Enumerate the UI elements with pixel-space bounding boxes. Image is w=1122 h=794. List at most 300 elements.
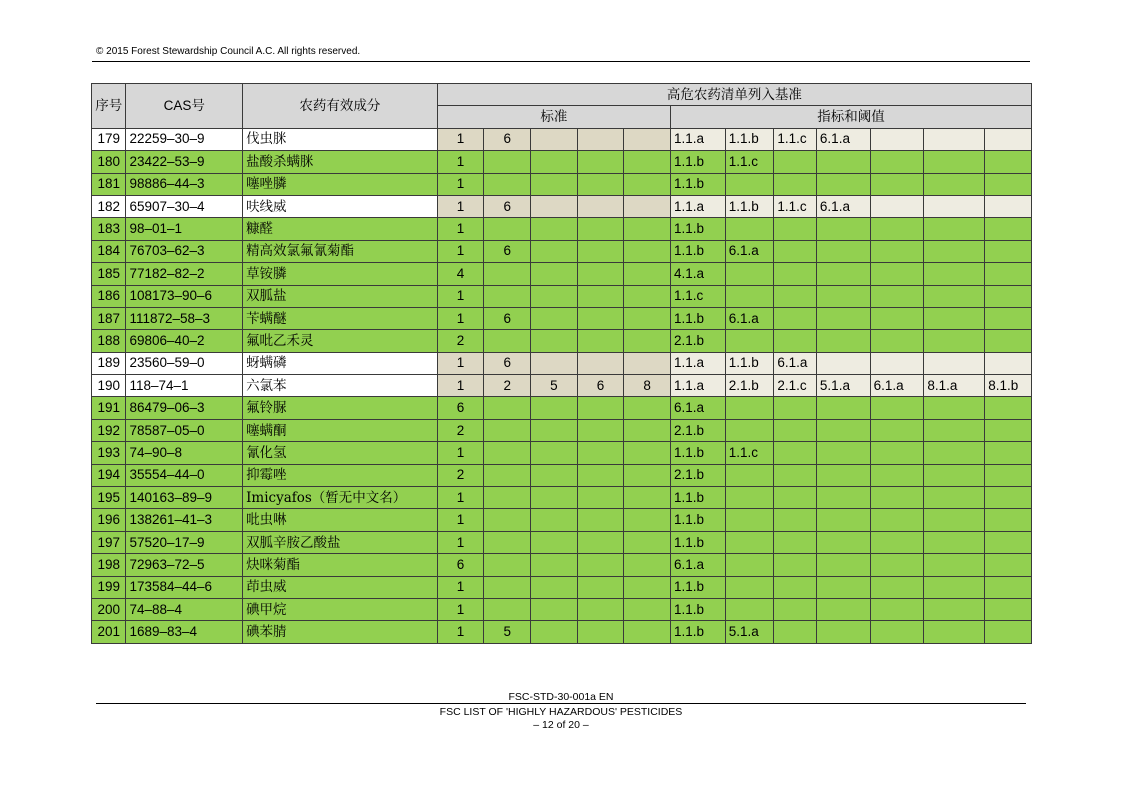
- indicator-cell: [985, 554, 1032, 576]
- indicator-cell: [816, 218, 870, 240]
- indicator-cell: [985, 240, 1032, 262]
- indicator-cell: [816, 509, 870, 531]
- indicator-cell: [924, 352, 985, 374]
- table-row: [92, 375, 1032, 397]
- ingredient-name: 氟吡乙禾灵: [243, 330, 438, 352]
- criterion-cell: 6: [484, 128, 531, 150]
- criterion-cell: 8: [624, 375, 671, 397]
- indicator-cell: [924, 330, 985, 352]
- cas-number: 57520–17–9: [126, 531, 243, 553]
- indicator-cell: 1.1.b: [670, 218, 725, 240]
- indicator-cell: 1.1.b: [670, 173, 725, 195]
- criterion-cell: [531, 173, 578, 195]
- table-row: [92, 487, 1032, 509]
- indicator-cell: 6.1.a: [816, 128, 870, 150]
- indicator-cell: [870, 218, 924, 240]
- criterion-cell: [577, 598, 624, 620]
- cas-number: 111872–58–3: [126, 307, 243, 329]
- criterion-cell: [484, 531, 531, 553]
- ingredient-name: Imicyafos（暂无中文名）: [243, 487, 438, 509]
- indicator-cell: [985, 419, 1032, 441]
- indicator-cell: [774, 330, 817, 352]
- criterion-cell: [577, 330, 624, 352]
- cas-number: 173584–44–6: [126, 576, 243, 598]
- criterion-cell: [531, 397, 578, 419]
- indicator-cell: [985, 397, 1032, 419]
- indicator-cell: [924, 576, 985, 598]
- indicator-cell: [870, 397, 924, 419]
- indicator-cell: [774, 442, 817, 464]
- ingredient-name: 蚜螨磷: [243, 352, 438, 374]
- criterion-cell: 6: [437, 554, 484, 576]
- cas-number: 23422–53–9: [126, 151, 243, 173]
- indicator-cell: [816, 464, 870, 486]
- criterion-cell: 4: [437, 263, 484, 285]
- indicator-cell: [725, 576, 774, 598]
- criterion-cell: [577, 397, 624, 419]
- cas-number: 78587–05–0: [126, 419, 243, 441]
- ingredient-name: 双胍辛胺乙酸盐: [243, 531, 438, 553]
- cas-number: 35554–44–0: [126, 464, 243, 486]
- criterion-cell: [624, 464, 671, 486]
- indicator-cell: [816, 285, 870, 307]
- criterion-cell: [531, 621, 578, 643]
- ingredient-name: 氰化氢: [243, 442, 438, 464]
- indicator-cell: [985, 621, 1032, 643]
- indicator-cell: 8.1.a: [924, 375, 985, 397]
- indicator-cell: [985, 531, 1032, 553]
- indicator-cell: [985, 263, 1032, 285]
- cas-number: 138261–41–3: [126, 509, 243, 531]
- criterion-cell: [577, 240, 624, 262]
- criterion-cell: [624, 240, 671, 262]
- indicator-cell: [816, 531, 870, 553]
- indicator-cell: [774, 285, 817, 307]
- ingredient-name: 噻唑膦: [243, 173, 438, 195]
- criterion-cell: [531, 598, 578, 620]
- criterion-cell: [624, 397, 671, 419]
- indicator-cell: [924, 509, 985, 531]
- criterion-cell: [624, 621, 671, 643]
- row-number: 191: [92, 397, 126, 419]
- ingredient-name: 茚虫威: [243, 576, 438, 598]
- row-number: 198: [92, 554, 126, 576]
- indicator-cell: [985, 598, 1032, 620]
- indicator-cell: [774, 419, 817, 441]
- criterion-cell: [624, 195, 671, 217]
- row-number: 179: [92, 128, 126, 150]
- table-row: [92, 598, 1032, 620]
- table-row: [92, 330, 1032, 352]
- criterion-cell: [624, 307, 671, 329]
- indicator-cell: 1.1.b: [725, 128, 774, 150]
- cas-number: 1689–83–4: [126, 621, 243, 643]
- ingredient-name: 炔咪菊酯: [243, 554, 438, 576]
- indicator-cell: [985, 218, 1032, 240]
- criterion-cell: [577, 218, 624, 240]
- indicator-cell: [870, 598, 924, 620]
- indicator-cell: [985, 285, 1032, 307]
- indicator-cell: 2.1.b: [670, 464, 725, 486]
- ingredient-name: 糠醛: [243, 218, 438, 240]
- criterion-cell: [484, 442, 531, 464]
- indicator-cell: 1.1.c: [670, 285, 725, 307]
- indicator-cell: [774, 464, 817, 486]
- criterion-cell: [624, 576, 671, 598]
- ingredient-name: 伐虫脒: [243, 128, 438, 150]
- criterion-cell: 1: [437, 576, 484, 598]
- indicator-cell: 2.1.b: [670, 330, 725, 352]
- ingredient-name: 双胍盐: [243, 285, 438, 307]
- indicator-cell: 1.1.b: [670, 442, 725, 464]
- row-number: 190: [92, 375, 126, 397]
- criterion-cell: [577, 128, 624, 150]
- table-row: [92, 128, 1032, 150]
- criterion-cell: [531, 509, 578, 531]
- cas-number: 77182–82–2: [126, 263, 243, 285]
- indicator-cell: [870, 531, 924, 553]
- criterion-cell: [624, 173, 671, 195]
- criterion-cell: [624, 218, 671, 240]
- indicator-cell: 6.1.a: [725, 240, 774, 262]
- row-number: 186: [92, 285, 126, 307]
- indicator-cell: [924, 195, 985, 217]
- indicator-cell: 1.1.b: [670, 598, 725, 620]
- row-number: 195: [92, 487, 126, 509]
- indicator-cell: [870, 487, 924, 509]
- criterion-cell: 1: [437, 240, 484, 262]
- cas-number: 23560–59–0: [126, 352, 243, 374]
- indicator-cell: [924, 218, 985, 240]
- indicator-cell: [774, 173, 817, 195]
- indicator-cell: [774, 621, 817, 643]
- table-row: [92, 263, 1032, 285]
- criterion-cell: [624, 419, 671, 441]
- indicator-cell: 1.1.b: [670, 531, 725, 553]
- criterion-cell: 1: [437, 598, 484, 620]
- indicator-cell: [985, 487, 1032, 509]
- criterion-cell: [577, 151, 624, 173]
- indicator-cell: [816, 442, 870, 464]
- criterion-cell: 2: [437, 419, 484, 441]
- indicator-cell: [870, 285, 924, 307]
- criterion-cell: [484, 576, 531, 598]
- indicator-cell: 5.1.a: [725, 621, 774, 643]
- indicator-cell: 1.1.b: [725, 352, 774, 374]
- indicator-cell: [774, 509, 817, 531]
- criterion-cell: [624, 554, 671, 576]
- indicator-cell: [816, 397, 870, 419]
- criterion-cell: 6: [484, 352, 531, 374]
- row-number: 201: [92, 621, 126, 643]
- indicator-cell: [985, 352, 1032, 374]
- criterion-cell: 2: [484, 375, 531, 397]
- criterion-cell: 1: [437, 285, 484, 307]
- table-row: [92, 531, 1032, 553]
- header-cas: CAS号: [126, 84, 243, 129]
- header-divider: [92, 61, 1030, 62]
- indicator-cell: 6.1.a: [670, 554, 725, 576]
- indicator-cell: [870, 621, 924, 643]
- criterion-cell: [531, 576, 578, 598]
- indicator-cell: [924, 397, 985, 419]
- header-criteria: 标准: [437, 106, 670, 128]
- indicator-cell: [816, 352, 870, 374]
- row-number: 199: [92, 576, 126, 598]
- cas-number: 65907–30–4: [126, 195, 243, 217]
- indicator-cell: 6.1.a: [774, 352, 817, 374]
- table-row: [92, 173, 1032, 195]
- criterion-cell: [577, 307, 624, 329]
- criterion-cell: [624, 531, 671, 553]
- criterion-cell: [531, 151, 578, 173]
- cas-number: 86479–06–3: [126, 397, 243, 419]
- row-number: 180: [92, 151, 126, 173]
- indicator-cell: [816, 487, 870, 509]
- criterion-cell: [484, 464, 531, 486]
- indicator-cell: [774, 240, 817, 262]
- indicator-cell: 4.1.a: [670, 263, 725, 285]
- row-number: 183: [92, 218, 126, 240]
- indicator-cell: 1.1.c: [725, 442, 774, 464]
- criterion-cell: [624, 352, 671, 374]
- indicator-cell: [924, 240, 985, 262]
- cas-number: 76703–62–3: [126, 240, 243, 262]
- cas-number: 72963–72–5: [126, 554, 243, 576]
- indicator-cell: 6.1.a: [725, 307, 774, 329]
- criterion-cell: 1: [437, 487, 484, 509]
- row-number: 187: [92, 307, 126, 329]
- criterion-cell: [624, 263, 671, 285]
- indicator-cell: [816, 240, 870, 262]
- criterion-cell: [624, 128, 671, 150]
- row-number: 181: [92, 173, 126, 195]
- ingredient-name: 抑霉唑: [243, 464, 438, 486]
- cas-number: 98–01–1: [126, 218, 243, 240]
- indicator-cell: [816, 307, 870, 329]
- criterion-cell: [484, 263, 531, 285]
- criterion-cell: [531, 218, 578, 240]
- cas-number: 74–88–4: [126, 598, 243, 620]
- table-row: [92, 195, 1032, 217]
- ingredient-name: 碘苯腈: [243, 621, 438, 643]
- criterion-cell: [577, 352, 624, 374]
- cas-number: 98886–44–3: [126, 173, 243, 195]
- criterion-cell: 1: [437, 195, 484, 217]
- indicator-cell: 1.1.b: [725, 195, 774, 217]
- table-row: [92, 464, 1032, 486]
- header-seq: 序号: [92, 84, 126, 129]
- criterion-cell: 1: [437, 531, 484, 553]
- indicator-cell: [924, 487, 985, 509]
- indicator-cell: 1.1.b: [670, 621, 725, 643]
- criterion-cell: [531, 464, 578, 486]
- indicator-cell: [870, 509, 924, 531]
- criterion-cell: [624, 442, 671, 464]
- indicator-cell: [816, 554, 870, 576]
- criterion-cell: 1: [437, 218, 484, 240]
- row-number: 185: [92, 263, 126, 285]
- indicator-cell: 2.1.c: [774, 375, 817, 397]
- criterion-cell: 1: [437, 442, 484, 464]
- indicator-cell: 1.1.a: [670, 195, 725, 217]
- cas-number: 22259–30–9: [126, 128, 243, 150]
- criterion-cell: 5: [484, 621, 531, 643]
- criterion-cell: [531, 285, 578, 307]
- indicator-cell: [924, 598, 985, 620]
- criterion-cell: 6: [484, 307, 531, 329]
- criterion-cell: [577, 531, 624, 553]
- indicator-cell: [816, 419, 870, 441]
- ingredient-name: 草铵膦: [243, 263, 438, 285]
- criterion-cell: [531, 263, 578, 285]
- criterion-cell: [484, 419, 531, 441]
- row-number: 188: [92, 330, 126, 352]
- criterion-cell: [484, 173, 531, 195]
- indicator-cell: 1.1.a: [670, 375, 725, 397]
- indicator-cell: 1.1.c: [774, 195, 817, 217]
- indicator-cell: 6.1.a: [870, 375, 924, 397]
- table-body: [92, 128, 1032, 643]
- indicator-cell: [774, 218, 817, 240]
- indicator-cell: [870, 263, 924, 285]
- row-number: 193: [92, 442, 126, 464]
- indicator-cell: [924, 263, 985, 285]
- criterion-cell: [577, 263, 624, 285]
- criterion-cell: [484, 285, 531, 307]
- indicator-cell: [725, 554, 774, 576]
- criterion-cell: 1: [437, 151, 484, 173]
- indicator-cell: [870, 151, 924, 173]
- indicator-cell: [816, 598, 870, 620]
- indicator-cell: 1.1.b: [670, 576, 725, 598]
- indicator-cell: 1.1.c: [774, 128, 817, 150]
- indicator-cell: [725, 487, 774, 509]
- indicator-cell: [816, 151, 870, 173]
- indicator-cell: [924, 151, 985, 173]
- row-number: 184: [92, 240, 126, 262]
- indicator-cell: 5.1.a: [816, 375, 870, 397]
- indicator-cell: [774, 263, 817, 285]
- criterion-cell: [531, 128, 578, 150]
- table-row: [92, 218, 1032, 240]
- criterion-cell: [577, 195, 624, 217]
- indicator-cell: [924, 531, 985, 553]
- indicator-cell: 6.1.a: [816, 195, 870, 217]
- criterion-cell: [577, 419, 624, 441]
- indicator-cell: [774, 531, 817, 553]
- indicator-cell: [924, 442, 985, 464]
- indicator-cell: [985, 464, 1032, 486]
- hazardous-pesticides-table: [91, 83, 1032, 644]
- criterion-cell: [531, 352, 578, 374]
- criterion-cell: [624, 509, 671, 531]
- ingredient-name: 六氯苯: [243, 375, 438, 397]
- indicator-cell: [870, 173, 924, 195]
- criterion-cell: [484, 509, 531, 531]
- indicator-cell: [870, 554, 924, 576]
- criterion-cell: 2: [437, 330, 484, 352]
- criterion-cell: [624, 598, 671, 620]
- table-row: [92, 576, 1032, 598]
- indicator-cell: 1.1.b: [670, 487, 725, 509]
- indicator-cell: [870, 128, 924, 150]
- indicator-cell: [870, 352, 924, 374]
- table-row: [92, 509, 1032, 531]
- row-number: 200: [92, 598, 126, 620]
- cas-number: 118–74–1: [126, 375, 243, 397]
- criterion-cell: [531, 195, 578, 217]
- indicator-cell: [725, 419, 774, 441]
- indicator-cell: [774, 576, 817, 598]
- indicator-cell: 2.1.b: [670, 419, 725, 441]
- indicator-cell: [816, 173, 870, 195]
- indicator-cell: [870, 307, 924, 329]
- criterion-cell: 2: [437, 464, 484, 486]
- criterion-cell: 1: [437, 509, 484, 531]
- indicator-cell: 1.1.b: [670, 509, 725, 531]
- indicator-cell: [985, 307, 1032, 329]
- criterion-cell: [531, 487, 578, 509]
- indicator-cell: [985, 128, 1032, 150]
- criterion-cell: [624, 285, 671, 307]
- criterion-cell: [531, 554, 578, 576]
- indicator-cell: [924, 173, 985, 195]
- criterion-cell: [531, 330, 578, 352]
- criterion-cell: 6: [437, 397, 484, 419]
- indicator-cell: 8.1.b: [985, 375, 1032, 397]
- indicator-cell: [985, 509, 1032, 531]
- table-row: [92, 285, 1032, 307]
- ingredient-name: 盐酸杀螨脒: [243, 151, 438, 173]
- indicator-cell: [774, 598, 817, 620]
- criterion-cell: [577, 285, 624, 307]
- ingredient-name: 吡虫啉: [243, 509, 438, 531]
- cas-number: 74–90–8: [126, 442, 243, 464]
- indicator-cell: [725, 218, 774, 240]
- indicator-cell: [924, 128, 985, 150]
- row-number: 182: [92, 195, 126, 217]
- ingredient-name: 精高效氯氟氰菊酯: [243, 240, 438, 262]
- indicator-cell: [816, 621, 870, 643]
- ingredient-name: 氟铃脲: [243, 397, 438, 419]
- criterion-cell: 1: [437, 173, 484, 195]
- criterion-cell: [577, 173, 624, 195]
- indicator-cell: [985, 576, 1032, 598]
- criterion-cell: [531, 419, 578, 441]
- indicator-cell: [774, 307, 817, 329]
- indicator-cell: 1.1.b: [670, 240, 725, 262]
- indicator-cell: [725, 285, 774, 307]
- indicator-cell: [774, 487, 817, 509]
- indicator-cell: [985, 151, 1032, 173]
- indicator-cell: [870, 464, 924, 486]
- indicator-cell: [725, 531, 774, 553]
- criterion-cell: [624, 487, 671, 509]
- indicator-cell: [774, 554, 817, 576]
- indicator-cell: [924, 285, 985, 307]
- criterion-cell: [577, 464, 624, 486]
- indicator-cell: 1.1.b: [670, 307, 725, 329]
- table-row: [92, 240, 1032, 262]
- row-number: 197: [92, 531, 126, 553]
- criterion-cell: [624, 151, 671, 173]
- indicator-cell: [985, 442, 1032, 464]
- criterion-cell: [484, 487, 531, 509]
- indicator-cell: [870, 442, 924, 464]
- header-ingredient: 农药有效成分: [243, 84, 438, 129]
- criterion-cell: 6: [484, 195, 531, 217]
